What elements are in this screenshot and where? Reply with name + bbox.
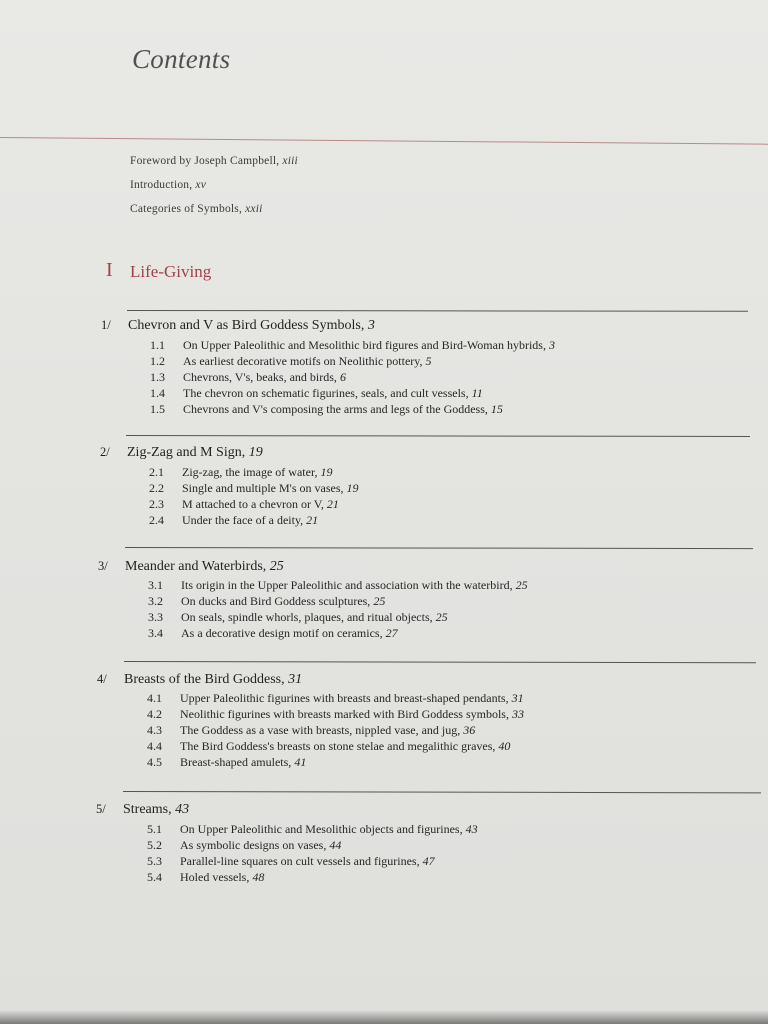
section-title: As a decorative design motif on ceramics, <box>181 626 386 640</box>
chapter-divider <box>127 310 748 312</box>
section-4-2 <box>147 707 524 722</box>
front-matter-introduction <box>130 179 206 191</box>
section-1-2 <box>150 354 431 369</box>
section-4-4 <box>147 739 510 754</box>
section-3-4 <box>148 626 398 641</box>
section-title: On Upper Paleolithic and Mesolithic objects and figurines, <box>180 822 466 836</box>
section-title: As earliest decorative motifs on Neolithic pottery, <box>183 354 426 368</box>
section-number: 3.1 <box>148 578 163 592</box>
section-page: 21 <box>306 513 319 527</box>
section-number: 5.4 <box>147 870 162 884</box>
section-number: 4.2 <box>147 707 162 721</box>
section-title: Zig-zag, the image of water, <box>182 465 321 479</box>
section-title: The chevron on schematic figurines, seals, and cult vessels, <box>183 386 472 400</box>
chapter-page: 31 <box>288 672 303 687</box>
chapter-divider <box>126 435 750 437</box>
section-1-1 <box>150 338 555 353</box>
section-number: 1.5 <box>150 402 165 416</box>
section-number: 2.1 <box>149 465 164 479</box>
section-title: Single and multiple M's on vases, <box>182 481 347 495</box>
section-title: Chevrons and V's composing the arms and legs of the Goddess, <box>183 402 491 416</box>
section-3-1 <box>148 578 528 593</box>
section-title: Upper Paleolithic figurines with breasts and breast-shaped pendants, <box>180 691 512 705</box>
chapter-title: Breasts of the Bird Goddess, 31 <box>124 672 303 687</box>
section-number: 2.2 <box>149 481 164 495</box>
section-page: 47 <box>422 854 435 868</box>
chapter-divider <box>124 661 756 663</box>
section-number: 3.2 <box>148 594 163 608</box>
section-2-3 <box>149 497 339 512</box>
section-5-1 <box>147 822 478 837</box>
section-page: 36 <box>463 723 476 737</box>
section-number: 5.2 <box>147 838 162 852</box>
section-title: Neolithic figurines with breasts marked with Bird Goddess symbols, <box>180 707 512 721</box>
chapter-title: Chevron and V as Bird Goddess Symbols, 3 <box>128 318 375 333</box>
section-page: 19 <box>346 481 359 495</box>
section-title: Chevrons, V's, beaks, and birds, <box>183 370 340 384</box>
chapter-page: 19 <box>248 445 263 460</box>
section-4-5 <box>147 755 306 770</box>
section-number: 1.2 <box>150 354 165 368</box>
chapter-title: Streams, 43 <box>123 802 190 817</box>
section-2-1 <box>149 465 332 480</box>
front-matter-text: Foreword by Joseph Campbell, <box>130 155 283 167</box>
section-page: 3 <box>548 338 555 352</box>
section-title: M attached to a chevron or V, <box>182 497 327 511</box>
chapter-page: 3 <box>367 318 375 333</box>
section-page: 48 <box>252 870 265 884</box>
chapter-title: Meander and Waterbirds, 25 <box>125 559 284 574</box>
section-page: 25 <box>515 578 528 592</box>
part-title: Life-Giving <box>130 262 212 281</box>
section-number: 1.3 <box>150 370 165 384</box>
front-matter-page: xiii <box>282 155 298 167</box>
front-matter-page: xxii <box>245 203 263 215</box>
chapter-number: 5/ <box>96 802 106 816</box>
chapter-title: Zig-Zag and M Sign, 19 <box>127 445 263 460</box>
section-page: 27 <box>385 626 398 640</box>
section-title: Parallel-line squares on cult vessels and figurines, <box>180 854 423 868</box>
section-5-4 <box>147 870 264 885</box>
section-4-3 <box>147 723 475 738</box>
front-matter-categories <box>130 203 263 215</box>
section-3-2 <box>148 594 385 609</box>
section-page: 31 <box>511 691 524 705</box>
section-1-5 <box>150 402 503 417</box>
section-page: 25 <box>373 594 386 608</box>
section-1-3 <box>150 370 346 385</box>
section-number: 4.5 <box>147 755 162 769</box>
section-page: 33 <box>511 707 524 721</box>
section-page: 25 <box>435 610 448 624</box>
section-2-4 <box>149 513 318 528</box>
section-title: Breast-shaped amulets, <box>180 755 295 769</box>
section-4-1 <box>147 691 524 706</box>
section-title: The Goddess as a vase with breasts, nippled vase, and jug, <box>180 723 464 737</box>
section-title: Under the face of a deity, <box>182 513 307 527</box>
section-page: 44 <box>329 838 342 852</box>
section-title: On Upper Paleolithic and Mesolithic bird figures and Bird-Woman hybrids, <box>183 338 549 352</box>
chapter-number: 3/ <box>98 559 108 573</box>
section-page: 5 <box>425 354 432 368</box>
section-number: 5.1 <box>147 822 162 836</box>
section-page: 40 <box>498 739 511 753</box>
section-1-4 <box>150 386 483 401</box>
front-matter-text: Introduction, <box>130 179 196 191</box>
chapter-number: 2/ <box>100 445 110 459</box>
front-matter-text: Categories of Symbols, <box>130 203 246 215</box>
section-number: 2.3 <box>149 497 164 511</box>
section-number: 4.3 <box>147 723 162 737</box>
section-page: 6 <box>339 370 346 384</box>
front-matter-page: xv <box>195 179 207 191</box>
section-title: As symbolic designs on vases, <box>180 838 330 852</box>
part-number: I <box>106 259 113 281</box>
section-title: On seals, spindle whorls, plaques, and ritual objects, <box>181 610 436 624</box>
chapter-number: 4/ <box>97 672 107 686</box>
section-page: 21 <box>326 497 339 511</box>
chapter-number: 1/ <box>101 318 111 332</box>
chapter-divider <box>123 791 761 793</box>
section-3-3 <box>148 610 448 625</box>
section-5-2 <box>147 838 341 853</box>
title-rule <box>0 137 768 145</box>
section-number: 4.1 <box>147 691 162 705</box>
section-page: 15 <box>490 402 503 416</box>
chapter-page: 43 <box>175 802 190 817</box>
front-matter-foreword <box>130 155 298 167</box>
section-page: 11 <box>471 386 483 400</box>
section-title: Holed vessels, <box>180 870 253 884</box>
chapter-page: 25 <box>269 559 284 574</box>
section-2-2 <box>149 481 358 496</box>
section-number: 3.3 <box>148 610 163 624</box>
section-page: 19 <box>320 465 333 479</box>
section-title: Its origin in the Upper Paleolithic and association with the waterbird, <box>181 578 516 592</box>
section-number: 5.3 <box>147 854 162 868</box>
section-number: 1.4 <box>150 386 165 400</box>
section-title: The Bird Goddess's breasts on stone stelae and megalithic graves, <box>180 739 499 753</box>
section-page: 41 <box>294 755 307 769</box>
section-number: 3.4 <box>148 626 163 640</box>
section-number: 4.4 <box>147 739 162 753</box>
section-5-3 <box>147 854 435 869</box>
page-bottom-edge <box>0 1010 768 1024</box>
section-number: 2.4 <box>149 513 164 527</box>
section-number: 1.1 <box>150 338 165 352</box>
section-title: On ducks and Bird Goddess sculptures, <box>181 594 374 608</box>
chapter-divider <box>125 547 753 549</box>
page-title: Contents <box>132 44 231 74</box>
section-page: 43 <box>465 822 478 836</box>
